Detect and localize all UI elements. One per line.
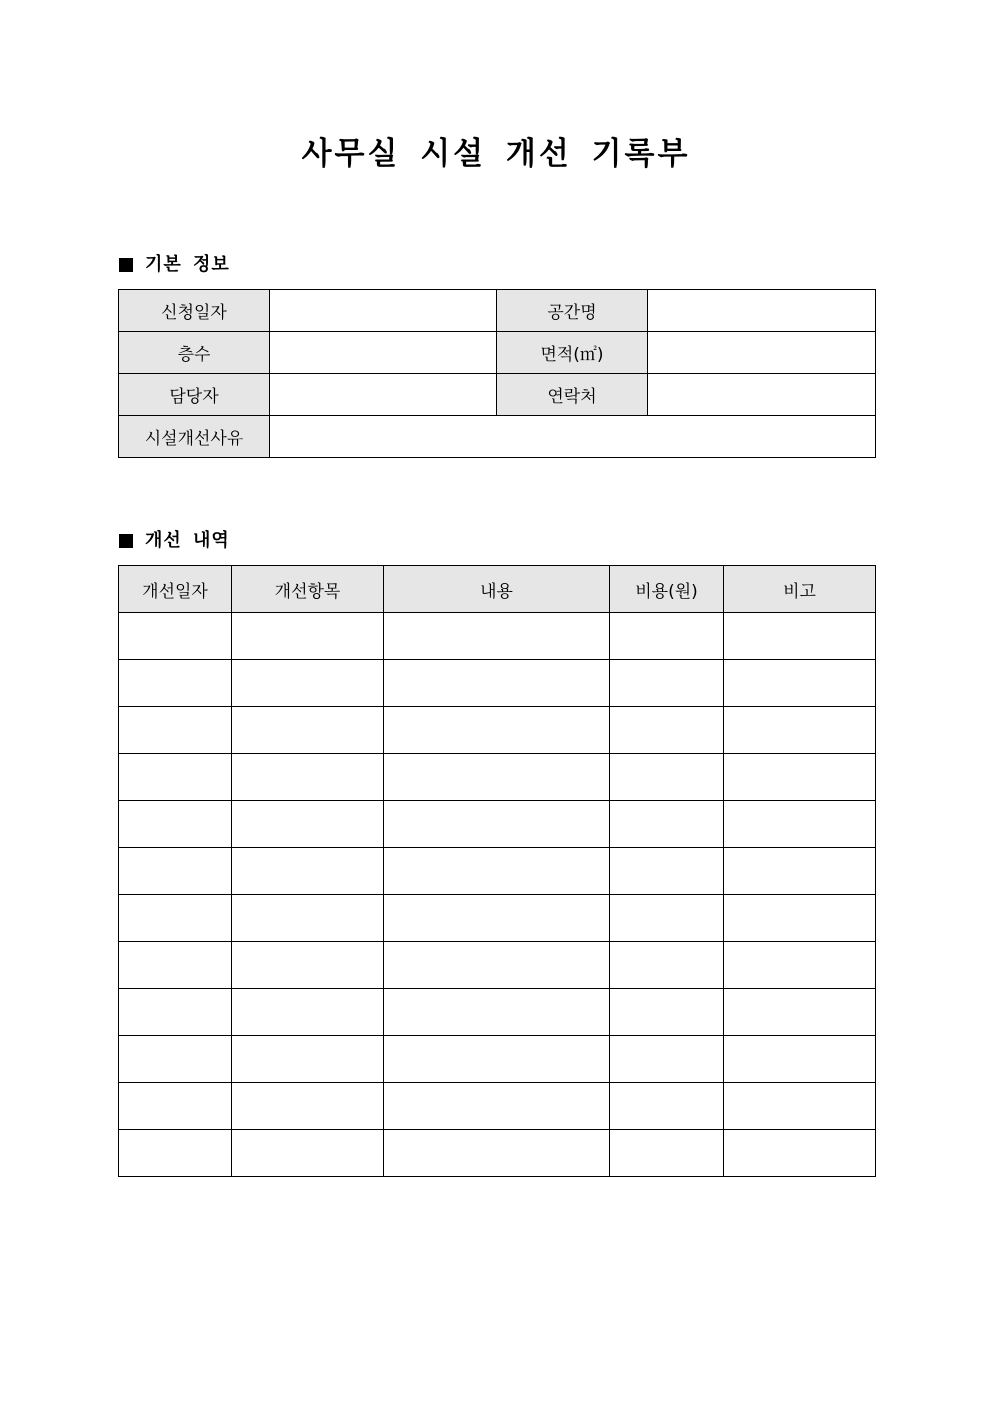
date-cell[interactable]	[119, 895, 232, 942]
note-cell[interactable]	[724, 942, 876, 989]
note-cell[interactable]	[724, 1083, 876, 1130]
item-cell[interactable]	[232, 1130, 384, 1177]
table-row	[119, 374, 876, 416]
space-name-label: 공간명	[497, 290, 648, 332]
table-row	[119, 1083, 876, 1130]
content-cell[interactable]	[384, 754, 610, 801]
contact-label: 연락처	[497, 374, 648, 416]
manager-field[interactable]	[270, 374, 497, 416]
content-cell[interactable]	[384, 801, 610, 848]
table-row	[119, 290, 876, 332]
cost-cell[interactable]	[610, 1130, 724, 1177]
date-cell[interactable]	[119, 613, 232, 660]
cost-cell[interactable]	[610, 754, 724, 801]
column-header-cost: 비용(원)	[610, 566, 724, 613]
date-cell[interactable]	[119, 848, 232, 895]
item-cell[interactable]	[232, 707, 384, 754]
table-row	[119, 848, 876, 895]
cost-cell[interactable]	[610, 848, 724, 895]
cost-cell[interactable]	[610, 660, 724, 707]
manager-label: 담당자	[119, 374, 270, 416]
table-row	[119, 416, 876, 458]
date-cell[interactable]	[119, 942, 232, 989]
date-cell[interactable]	[119, 660, 232, 707]
area-label: 면적(㎡)	[497, 332, 648, 374]
item-cell[interactable]	[232, 989, 384, 1036]
cost-cell[interactable]	[610, 1083, 724, 1130]
note-cell[interactable]	[724, 801, 876, 848]
content-cell[interactable]	[384, 660, 610, 707]
item-cell[interactable]	[232, 613, 384, 660]
note-cell[interactable]	[724, 895, 876, 942]
basic-info-heading-text: 기본 정보	[145, 254, 230, 275]
cost-cell[interactable]	[610, 801, 724, 848]
note-cell[interactable]	[724, 989, 876, 1036]
apply-date-field[interactable]	[270, 290, 497, 332]
cost-cell[interactable]	[610, 895, 724, 942]
content-cell[interactable]	[384, 613, 610, 660]
note-cell[interactable]	[724, 707, 876, 754]
square-bullet-icon	[119, 258, 133, 272]
cost-cell[interactable]	[610, 1036, 724, 1083]
date-cell[interactable]	[119, 1130, 232, 1177]
apply-date-label: 신청일자	[119, 290, 270, 332]
table-row	[119, 989, 876, 1036]
basic-info-heading	[119, 252, 230, 278]
table-row	[119, 895, 876, 942]
item-cell[interactable]	[232, 660, 384, 707]
history-heading-text: 개선 내역	[145, 530, 230, 551]
table-row	[119, 942, 876, 989]
column-header-item: 개선항목	[232, 566, 384, 613]
item-cell[interactable]	[232, 895, 384, 942]
column-header-note: 비고	[724, 566, 876, 613]
note-cell[interactable]	[724, 754, 876, 801]
history-header-row	[119, 566, 876, 613]
square-bullet-icon	[119, 534, 133, 548]
date-cell[interactable]	[119, 989, 232, 1036]
note-cell[interactable]	[724, 613, 876, 660]
column-header-date: 개선일자	[119, 566, 232, 613]
table-row	[119, 613, 876, 660]
item-cell[interactable]	[232, 848, 384, 895]
table-row	[119, 660, 876, 707]
cost-cell[interactable]	[610, 989, 724, 1036]
date-cell[interactable]	[119, 801, 232, 848]
content-cell[interactable]	[384, 1130, 610, 1177]
floor-field[interactable]	[270, 332, 497, 374]
history-heading	[119, 528, 230, 554]
cost-cell[interactable]	[610, 613, 724, 660]
note-cell[interactable]	[724, 660, 876, 707]
cost-cell[interactable]	[610, 942, 724, 989]
history-table	[118, 565, 876, 1177]
floor-label: 층수	[119, 332, 270, 374]
content-cell[interactable]	[384, 895, 610, 942]
column-header-content: 내용	[384, 566, 610, 613]
item-cell[interactable]	[232, 754, 384, 801]
basic-info-table	[118, 289, 876, 458]
content-cell[interactable]	[384, 1036, 610, 1083]
note-cell[interactable]	[724, 1036, 876, 1083]
content-cell[interactable]	[384, 707, 610, 754]
table-row	[119, 1130, 876, 1177]
content-cell[interactable]	[384, 989, 610, 1036]
reason-field[interactable]	[270, 416, 876, 458]
table-row	[119, 332, 876, 374]
table-row	[119, 754, 876, 801]
note-cell[interactable]	[724, 848, 876, 895]
table-row	[119, 801, 876, 848]
note-cell[interactable]	[724, 1130, 876, 1177]
content-cell[interactable]	[384, 942, 610, 989]
cost-cell[interactable]	[610, 707, 724, 754]
date-cell[interactable]	[119, 1036, 232, 1083]
content-cell[interactable]	[384, 1083, 610, 1130]
table-row	[119, 707, 876, 754]
content-cell[interactable]	[384, 848, 610, 895]
reason-label: 시설개선사유	[119, 416, 270, 458]
item-cell[interactable]	[232, 801, 384, 848]
date-cell[interactable]	[119, 707, 232, 754]
space-name-field[interactable]	[648, 290, 876, 332]
contact-field[interactable]	[648, 374, 876, 416]
item-cell[interactable]	[232, 942, 384, 989]
item-cell[interactable]	[232, 1083, 384, 1130]
table-row	[119, 1036, 876, 1083]
date-cell[interactable]	[119, 754, 232, 801]
item-cell[interactable]	[232, 1036, 384, 1083]
date-cell[interactable]	[119, 1083, 232, 1130]
area-field[interactable]	[648, 332, 876, 374]
history-body	[119, 613, 876, 1177]
document-title: 사무실 시설 개선 기록부	[301, 136, 691, 172]
